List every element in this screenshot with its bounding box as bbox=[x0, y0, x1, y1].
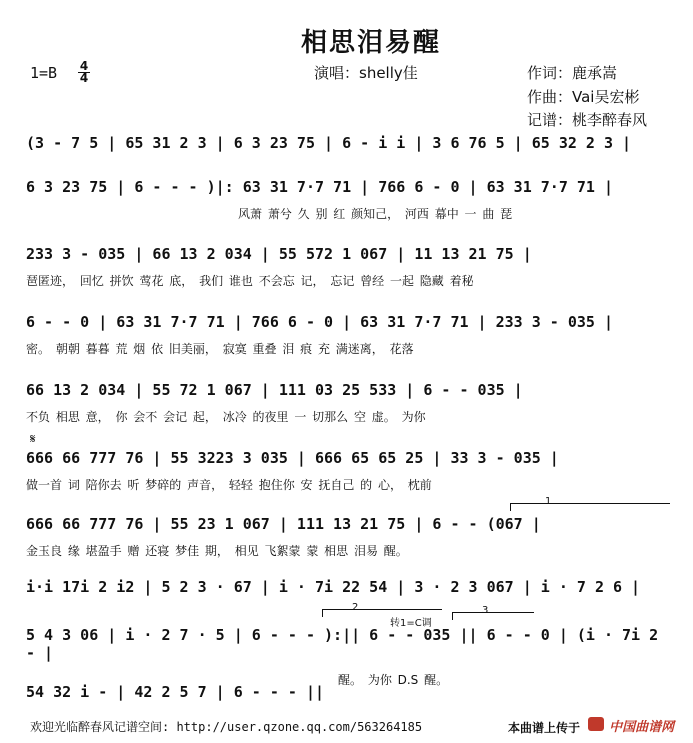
volta-3-bracket bbox=[452, 612, 534, 613]
time-signature-bottom: 4 bbox=[79, 71, 89, 85]
notes-line: (3 - 7 5 | 65 31 2 3 | 6 3 23 75 | 6 - i i | 3 6 76 5 | 65 32 2 3 | bbox=[26, 134, 632, 152]
notes-line: 666 66 777 76 | 55 3223 3 035 | 666 65 65 25 | 33 3 - 035 | bbox=[26, 449, 559, 467]
score-system-10 bbox=[26, 683, 671, 701]
volta-2-bracket bbox=[322, 609, 442, 610]
score-system-8 bbox=[26, 578, 671, 596]
segno-mark: 𝄋 bbox=[30, 432, 36, 447]
notes-line: 666 66 777 76 | 55 23 1 067 | 111 13 21 75 | 6 - - (067 | bbox=[26, 515, 541, 533]
volta-3-label: 3 bbox=[482, 605, 489, 616]
volta-2-bracket-edge bbox=[322, 609, 323, 617]
notes-line: 5 4 3 06 | i · 2 7 · 5 | 6 - - - ):|| 6 - - 035 || 6 - - 0 | (i · 7i 2 - | bbox=[26, 626, 659, 662]
lyrics-line: 密。 朝朝 暮暮 荒 烟 依 旧美丽， 寂寞 重叠 泪 痕 充 满迷离， 花落 bbox=[26, 342, 414, 356]
score-system-3 bbox=[26, 245, 671, 289]
lyrics-line: 琶匿迹， 回忆 拼饮 莺花 底， 我们 谁也 不会忘 记， 忘记 曾经 一起 隐藏 着秘 bbox=[26, 274, 474, 288]
notes-line: 66 13 2 034 | 55 72 1 067 | 111 03 25 533 | 6 - - 035 | bbox=[26, 381, 523, 399]
logo-text: 中国曲谱网 bbox=[609, 720, 675, 735]
volta-3-bracket-edge bbox=[452, 612, 453, 620]
score-system-1 bbox=[26, 134, 671, 152]
notes-line: i·i 17i 2 i2 | 5 2 3 · 67 | i · 7i 22 54 | 3 · 2 3 067 | i · 7 2 6 | bbox=[26, 578, 641, 596]
score-system-7 bbox=[26, 515, 671, 559]
transcriber: 记谱：桃李醉春风 bbox=[527, 111, 648, 129]
lyrics-line: 做一首 词 陪你去 听 梦碎的 声音， 轻轻 抱住你 安 抚自己 的 心， 枕前 bbox=[26, 478, 432, 492]
notes-line: 233 3 - 035 | 66 13 2 034 | 55 572 1 067 | 11 13 21 75 | bbox=[26, 245, 532, 263]
key-signature: 1=B bbox=[30, 64, 58, 82]
notes-line: 6 3 23 75 | 6 - - - )|: 63 31 7·7 71 | 766 6 - 0 | 63 31 7·7 71 | bbox=[26, 178, 613, 196]
volta-2-label: 2 bbox=[352, 602, 359, 613]
page-title: 相思泪易醒 bbox=[301, 28, 442, 58]
score-system-6 bbox=[26, 449, 671, 493]
site-logo bbox=[588, 716, 674, 735]
lyrics-line: 金玉良 缘 堪盈手 赠 还寝 梦佳 期， 相见 飞絮蒙 蒙 相思 泪易 醒。 bbox=[26, 544, 408, 558]
lyricist: 作词：鹿承嵩 bbox=[527, 64, 618, 82]
score-system-4 bbox=[26, 313, 671, 357]
footer-upload-note: 本曲谱上传于 bbox=[508, 721, 581, 735]
footer-website: 欢迎光临醉春风记谱空间: http://user.qzone.qq.com/563264185 bbox=[30, 720, 423, 734]
time-signature-top: 4 bbox=[79, 59, 89, 73]
composer: 作曲：Vai吴宏彬 bbox=[527, 88, 640, 106]
key-change-mark: 转1=C调 bbox=[390, 618, 432, 629]
lyrics-line: 不负 相思 意， 你 会不 会记 起， 冰冷 的夜里 一 切那么 空 虚。 为你 bbox=[26, 410, 426, 424]
score-system-2 bbox=[26, 178, 671, 222]
score-system-5 bbox=[26, 381, 671, 425]
volta-1-label: 1 bbox=[545, 496, 552, 507]
notes-line: 54 32 i - | 42 2 5 7 | 6 - - - || bbox=[26, 683, 325, 701]
volta-1-bracket-edge bbox=[510, 503, 511, 511]
lyrics-line: 风萧 萧兮 久 别 红 颜知己， 河西 幕中 一 曲 琵 bbox=[238, 207, 513, 221]
singer: 演唱：shelly佳 bbox=[314, 64, 418, 82]
time-signature bbox=[78, 61, 90, 84]
volta-1-bracket bbox=[510, 503, 670, 504]
score-system-9 bbox=[26, 626, 671, 688]
notes-line: 6 - - 0 | 63 31 7·7 71 | 766 6 - 0 | 63 31 7·7 71 | 233 3 - 035 | bbox=[26, 313, 613, 331]
lyrics-line: 醒。 为你 D.S 醒。 bbox=[338, 673, 449, 687]
logo-icon bbox=[588, 717, 604, 731]
